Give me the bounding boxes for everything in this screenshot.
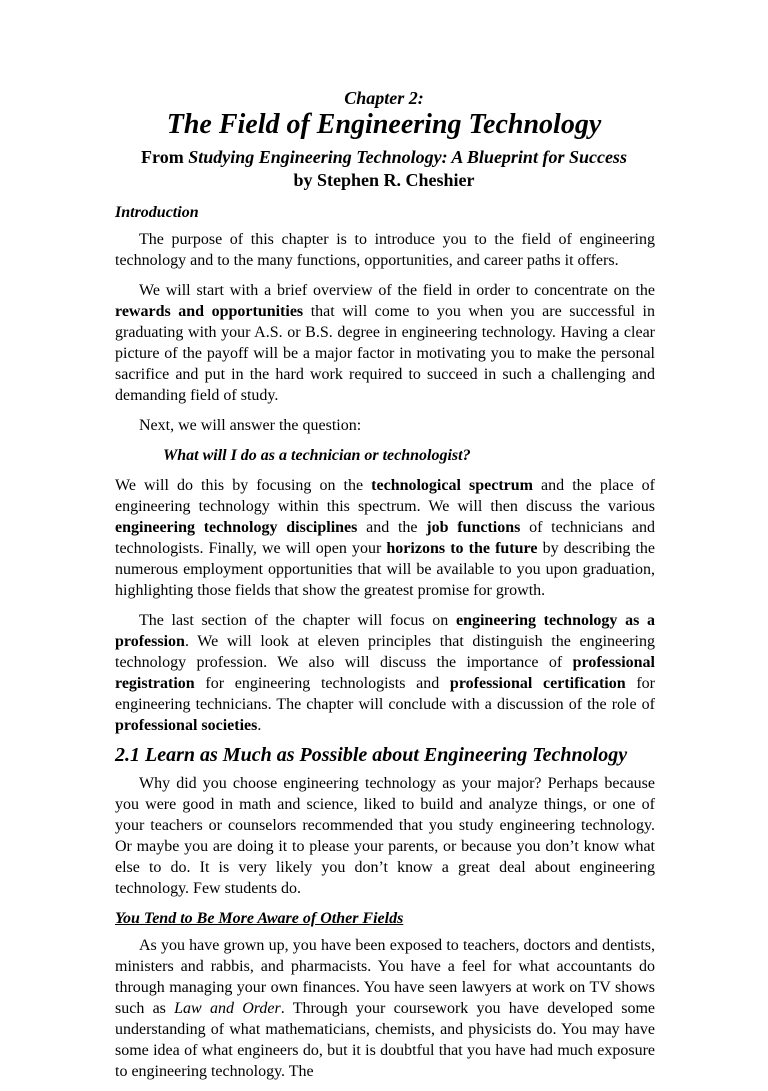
bold-run: engineering technology disciplines <box>115 519 358 536</box>
section-2-1-paragraph-2 <box>115 935 655 1082</box>
intro-paragraph-1: The purpose of this chapter is to introduce you to the field of engineering technology and to the many functions, opportunities, and career paths it offers. <box>115 231 655 269</box>
text-run: As you have grown up, you have been exposed to teachers, doctors and dentists, ministers and rabbis, and pharmacists. You have a feel for what accountants do through managing your own finances. You have seen lawyers at work on TV shows such as <box>115 937 655 1017</box>
introduction-heading: Introduction <box>115 204 199 221</box>
bold-run: job functions <box>426 519 521 536</box>
intro-paragraph-5 <box>115 610 655 736</box>
chapter-title: The Field of Engineering Technology <box>166 109 602 140</box>
bold-run: professional registration <box>115 654 655 692</box>
text-run: for engineering technicians. The chapter will conclude with a discussion of the role of <box>115 675 655 713</box>
italic-run: Law and Order <box>174 1000 281 1017</box>
intro-paragraph-2 <box>115 280 655 406</box>
text-run: We will start with a brief overview of the field in order to concentrate on the <box>139 282 655 299</box>
text-run: by describing the numerous employment opportunities that will be available to you upon graduation, highlighting those fields that show the greatest promise for growth. <box>115 540 655 599</box>
text-run: We will do this by focusing on the <box>115 477 372 494</box>
text-run: . Through your coursework you have developed some understanding of what mathematicians, chemists, and physicists do. You may have some idea of what engineers do, but it is doubtful that you have had much exposure to engineering technology. The <box>115 1000 655 1080</box>
chapter-label: Chapter 2: <box>344 88 424 108</box>
bold-run: technological spectrum <box>371 477 533 494</box>
document-body <box>115 202 655 1091</box>
book-source-line <box>0 147 768 168</box>
bold-run: professional certification <box>449 675 626 692</box>
book-title: Studying Engineering Technology: A Blueprint for Success <box>188 147 627 167</box>
section-2-1-subheading: You Tend to Be More Aware of Other Fields <box>115 910 404 927</box>
intro-question: What will I do as a technician or technologist? <box>163 447 471 464</box>
text-run: that will come to you when you are successful in graduating with your A.S. or B.S. degree in engineering technology. Having a clear picture of the payoff will be a major factor in motivating you to make the personal sacrifice and put in the hard work required to succeed in such a challenging and demanding field of study. <box>115 303 655 404</box>
text-run: for engineering technologists and <box>194 675 450 692</box>
author-line: by Stephen R. Cheshier <box>293 170 475 190</box>
intro-paragraph-4 <box>115 475 655 601</box>
text-run: The last section of the chapter will focus on <box>139 612 456 629</box>
intro-paragraph-3: Next, we will answer the question: <box>139 417 362 434</box>
bold-run: rewards and opportunities <box>115 303 304 320</box>
text-run: . <box>257 717 262 734</box>
text-run: and the place of engineering technology within this spectrum. We will then discuss the various <box>115 477 655 515</box>
bold-run: engineering technology as a profession <box>115 612 655 650</box>
section-2-1-heading: 2.1 Learn as Much as Possible about Engineering Technology <box>115 744 628 766</box>
text-run: . We will look at eleven principles that distinguish the engineering technology profession. We also will discuss the importance of <box>115 633 655 671</box>
bold-run: professional societies <box>115 717 258 734</box>
bold-run: horizons to the future <box>386 540 538 557</box>
text-run: of technicians and technologists. Finally, we will open your <box>115 519 655 557</box>
subtitle-prefix: From <box>141 147 189 167</box>
text-run: and the <box>357 519 427 536</box>
section-2-1-paragraph-1: Why did you choose engineering technology as your major? Perhaps because you were good in math and science, liked to build and analyze things, or one of your teachers or counselors recommended that you study engineering technology. Or maybe you are doing it to please your parents, or because you don’t know what else to do. It is very likely you don’t know a great deal about engineering technology. Few students do. <box>115 775 655 897</box>
